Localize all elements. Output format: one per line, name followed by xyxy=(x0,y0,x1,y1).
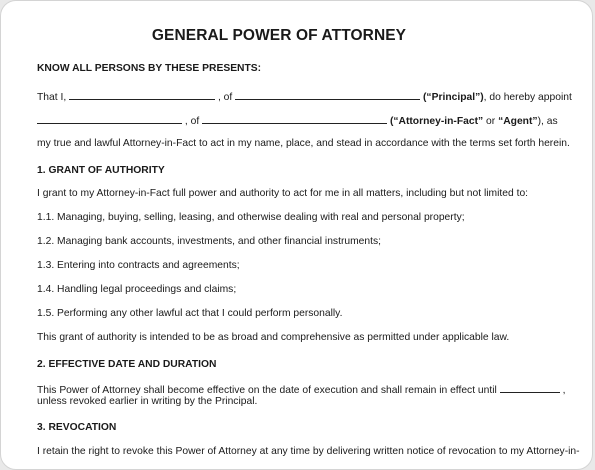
list-item: 1.4. Handling legal proceedings and claims; xyxy=(37,284,237,295)
end-date-field[interactable] xyxy=(500,383,560,393)
agent-label: Agent xyxy=(503,116,533,127)
attorney-label: Attorney-in-Fact xyxy=(398,116,479,127)
list-item: 1.5. Performing any other lawful act that I could perform personally. xyxy=(37,308,343,319)
section2-text-2: unless revoked earlier in writing by the Principal. xyxy=(37,396,258,407)
principal-address-field[interactable] xyxy=(235,90,420,100)
attorney-line: , of (“Attorney-in-Fact” or “Agent”), as xyxy=(37,114,558,127)
or-text: or xyxy=(483,116,499,127)
section1-heading: 1. GRANT OF AUTHORITY xyxy=(37,165,165,176)
attorney-open: (“ xyxy=(389,116,399,127)
of-text: , of xyxy=(217,92,233,103)
section1-intro: I grant to my Attorney-in-Fact full power and authority to act for me in all matters, including but not limited to: xyxy=(37,188,529,199)
as-text: ), as xyxy=(537,116,558,127)
that-i-text: That I, xyxy=(37,92,67,103)
preamble: KNOW ALL PERSONS BY THESE PRESENTS: xyxy=(37,63,262,74)
section3-text: I retain the right to revoke this Power of Attorney at any time by delivering written notice of revocation to my Attorney-in- xyxy=(37,446,580,457)
attorney-address-field[interactable] xyxy=(202,114,387,124)
section3-heading: 3. REVOCATION xyxy=(37,422,117,433)
attorney-name-field[interactable] xyxy=(37,114,182,124)
section2-heading: 2. EFFECTIVE DATE AND DURATION xyxy=(37,359,217,370)
appoint-text: , do hereby appoint xyxy=(483,92,572,103)
list-item: 1.2. Managing bank accounts, investments, and other financial instruments; xyxy=(37,236,381,247)
list-item: 1.1. Managing, buying, selling, leasing, and otherwise dealing with real and personal property; xyxy=(37,212,465,223)
document-title: GENERAL POWER OF ATTORNEY xyxy=(151,27,407,44)
principal-name-field[interactable] xyxy=(69,90,215,100)
attorney-quote-close: ” xyxy=(478,116,484,127)
comma-text: , xyxy=(562,385,566,396)
duration-text: This Power of Attorney shall become effective on the date of execution and shall remain in effect until xyxy=(37,385,497,396)
principal-label: (“Principal”) xyxy=(423,92,484,103)
principal-line xyxy=(37,90,572,103)
of-text: , of xyxy=(184,116,200,127)
section2-text xyxy=(37,383,565,396)
section1-closing: This grant of authority is intended to be as broad and comprehensive as permitted under applicable law. xyxy=(37,332,510,343)
appointment-text: my true and lawful Attorney-in-Fact to act in my name, place, and stead in accordance with the terms set forth herein. xyxy=(37,138,570,149)
list-item: 1.3. Entering into contracts and agreements; xyxy=(37,260,240,271)
